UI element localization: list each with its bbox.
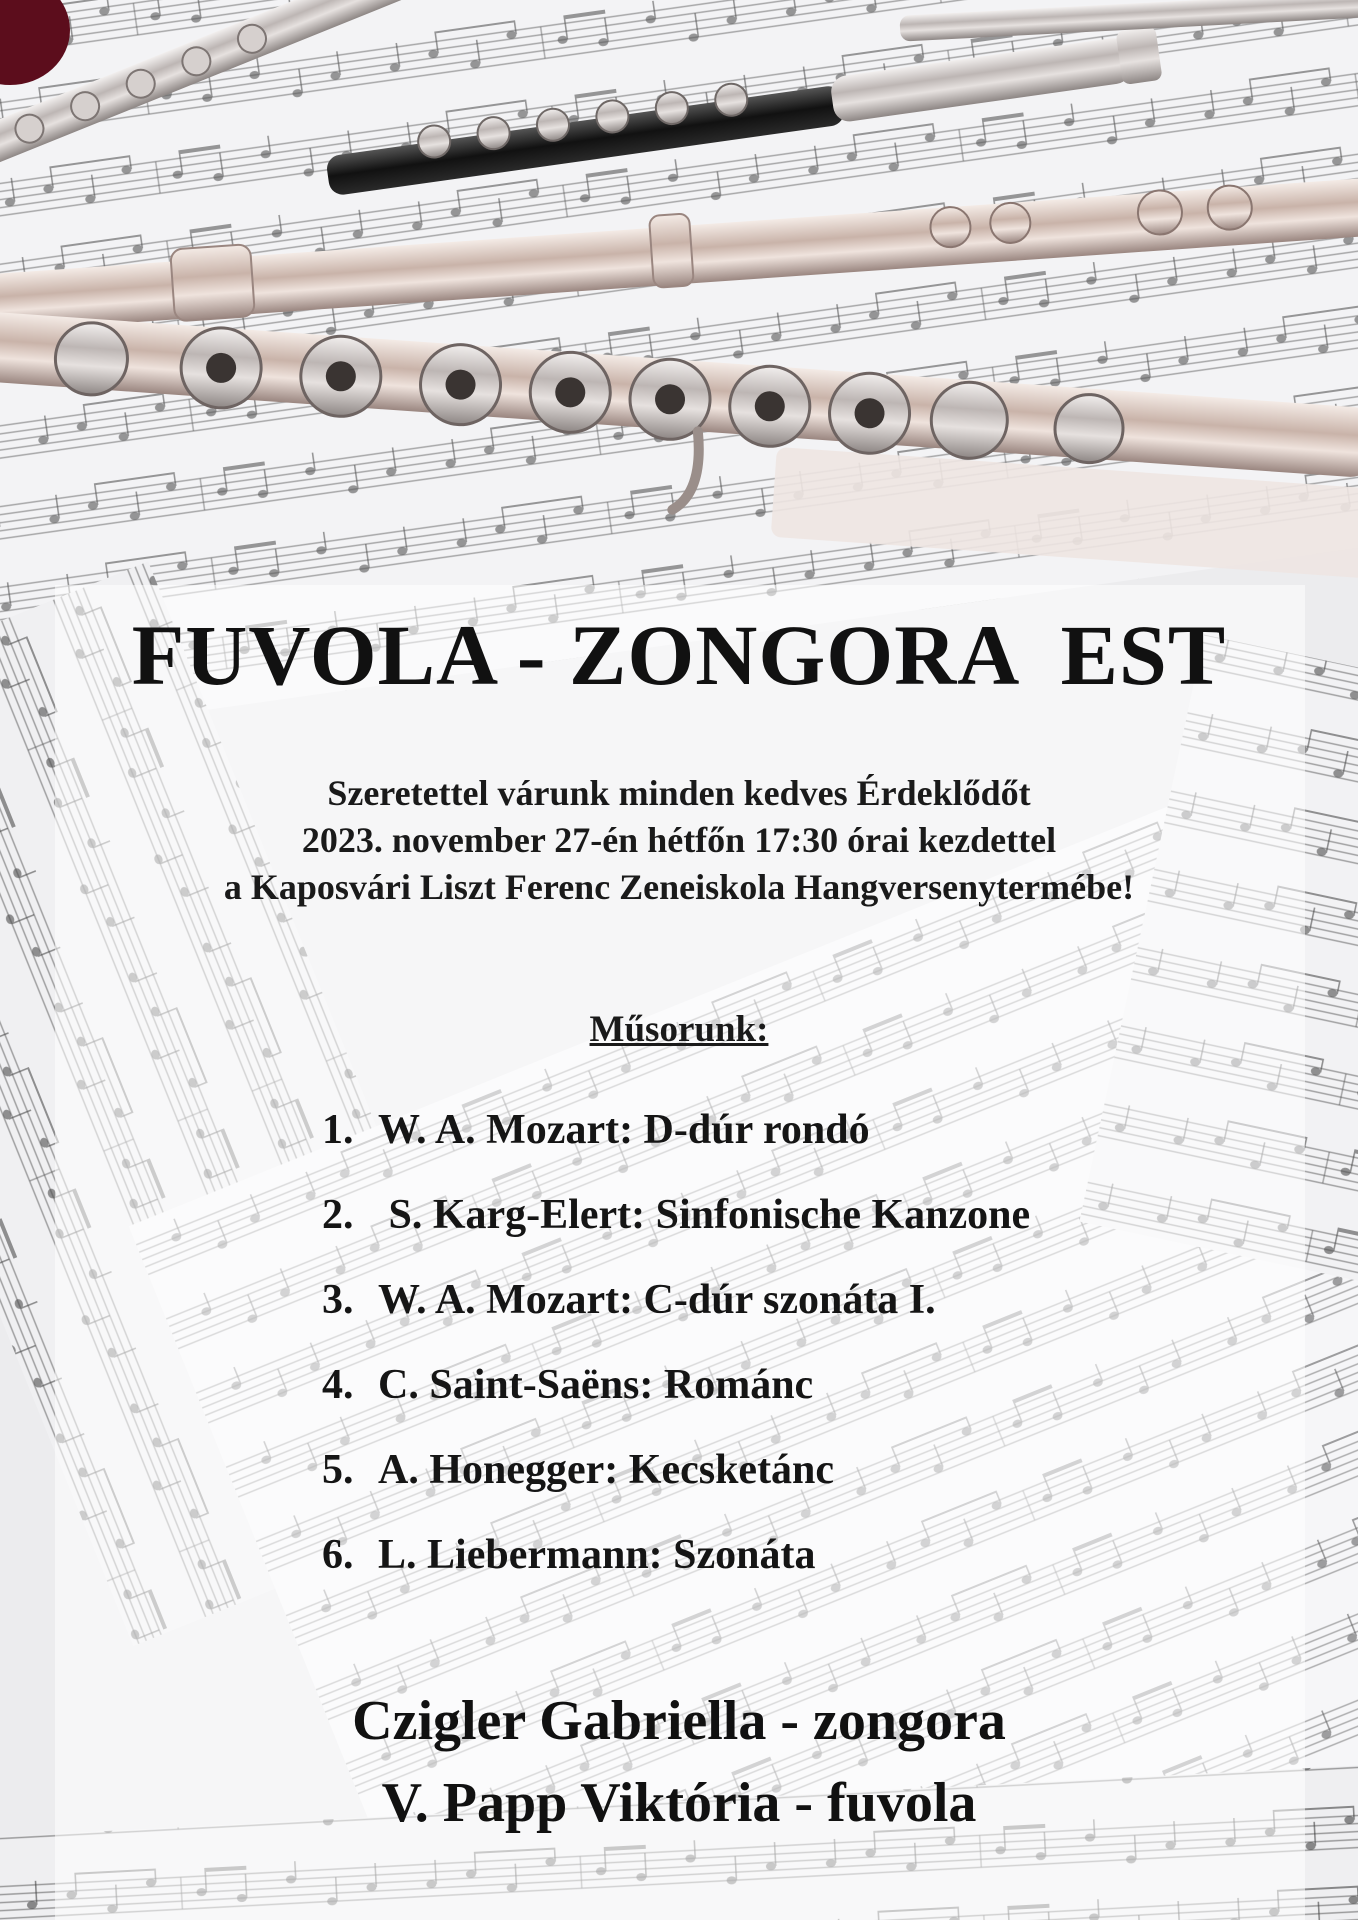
program-item [322, 1360, 1030, 1445]
program-item [322, 1105, 1030, 1190]
program-item [322, 1445, 1030, 1530]
program-heading: Műsorunk: [589, 1009, 769, 1050]
program-item-text: S. Karg-Elert: Sinfonische Kanzone [378, 1192, 1031, 1238]
program-item-number: 3. [322, 1277, 354, 1323]
invitation-text [0, 770, 1358, 911]
program-item [322, 1530, 1030, 1615]
program-item-text: W. A. Mozart: C-dúr szonáta I. [378, 1277, 936, 1323]
performer-flute: V. Papp Viktória - fuvola [381, 1772, 977, 1834]
program-item-number: 2. [322, 1192, 354, 1238]
program-item-number: 1. [322, 1107, 354, 1153]
invitation-line: Szeretettel várunk minden kedves Érdeklődőt [327, 773, 1031, 813]
invitation-line: a Kaposvári Liszt Ferenc Zeneiskola Hangversenytermébe! [223, 867, 1135, 907]
program-item-text: L. Liebermann: Szonáta [378, 1532, 816, 1578]
program-item-number: 4. [322, 1362, 354, 1408]
program-item-number: 6. [322, 1532, 354, 1578]
program-item-text: C. Saint-Saëns: Románc [378, 1362, 814, 1408]
performers [0, 1680, 1358, 1844]
program-item [322, 1190, 1030, 1275]
program-item [322, 1275, 1030, 1360]
performer-piano: Czigler Gabriella - zongora [352, 1690, 1006, 1752]
program-item-text: W. A. Mozart: D-dúr rondó [378, 1107, 870, 1153]
program-item-text: A. Honegger: Kecsketánc [378, 1447, 835, 1493]
program-item-number: 5. [322, 1447, 354, 1493]
poster-title: FUVOLA - ZONGORA EST [131, 607, 1227, 703]
program-list [322, 1105, 1030, 1615]
invitation-line: 2023. november 27-én hétfőn 17:30 órai kezdettel [301, 820, 1057, 860]
